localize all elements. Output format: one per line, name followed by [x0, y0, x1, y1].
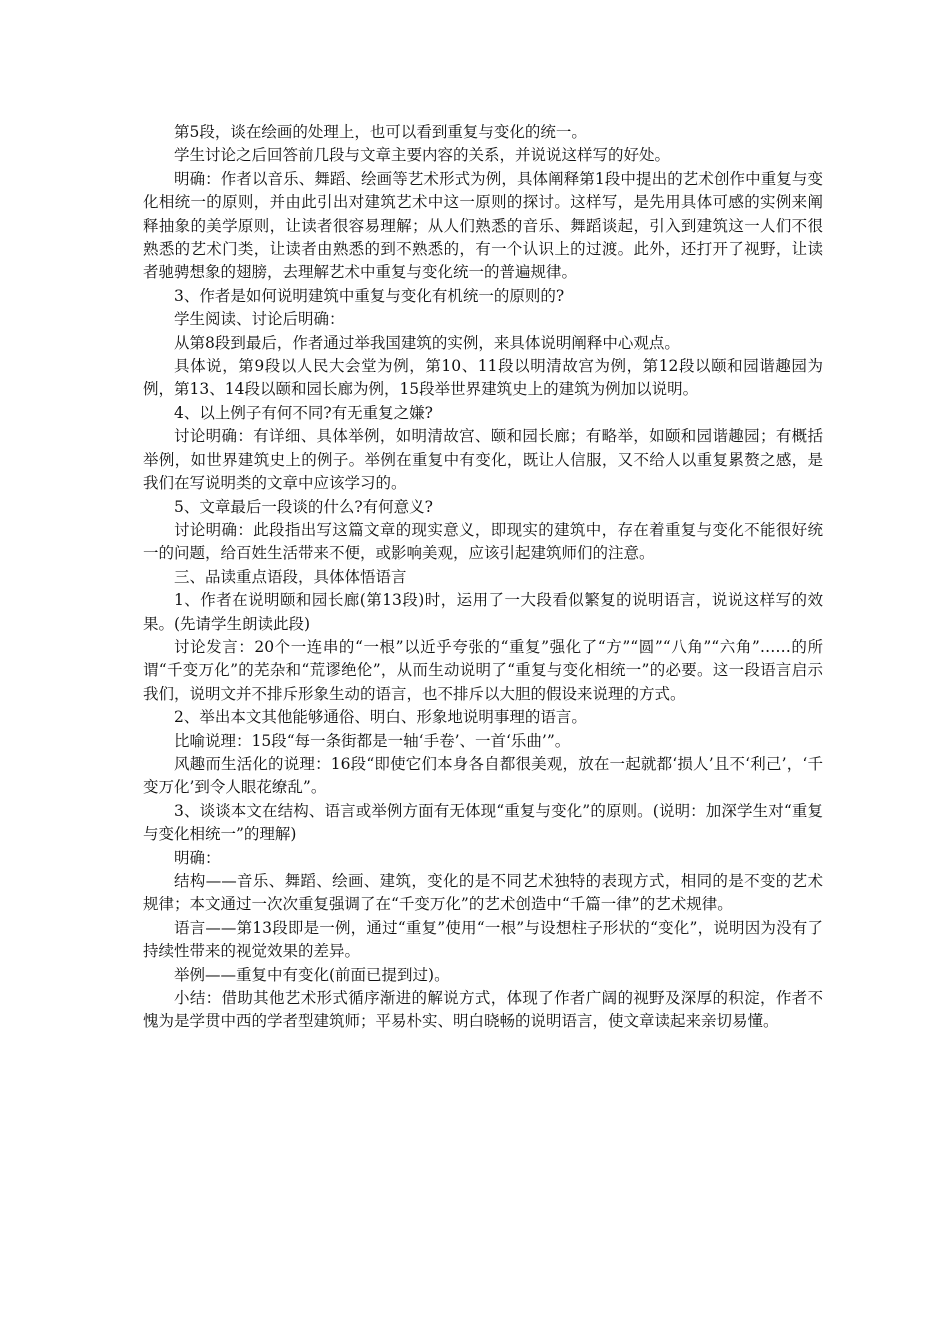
- paragraph: 语言——第13段即是一例，通过“重复”使用“一根”与设想柱子形状的“变化”，说明因为没有了持续性带来的视觉效果的差异。: [143, 918, 823, 961]
- paragraph: 讨论明确：此段指出写这篇文章的现实意义，即现实的建筑中，存在着重复与变化不能很好统一的问题，给百姓生活带来不便，或影响美观，应该引起建筑师们的注意。: [143, 520, 823, 563]
- question-heading: 3、作者是如何说明建筑中重复与变化有机统一的原则的?: [174, 286, 565, 305]
- question-heading: 5、文章最后一段谈的什么?有何意义?: [174, 497, 433, 516]
- paragraph: 风趣而生活化的说理：16段“即使它们本身各自都很美观，放在一起就都‘损人’且不‘利己’，‘千变万化’到令人眼花缭乱”。: [143, 754, 823, 797]
- paragraph: 学生讨论之后回答前几段与文章主要内容的关系，并说说这样写的好处。: [174, 146, 671, 165]
- paragraph: 比喻说理：15段“每一条街都是一轴‘手卷’、一首‘乐曲’”。: [174, 731, 571, 750]
- document-body: [143, 121, 823, 1034]
- paragraph: 讨论明确：有详细、具体举例，如明清故宫、颐和园长廊；有略举，如颐和园谐趣园；有概括举例，如世界建筑史上的例子。举例在重复中有变化，既让人信服，又不给人以重复累赘之感，是我们在写说明类的文章中应该学习的。: [143, 427, 823, 493]
- question-heading: 3、谈谈本文在结构、语言或举例方面有无体现“重复与变化”的原则。(说明：加深学生对“重复与变化相统一”的理解): [143, 801, 823, 844]
- summary-paragraph: 小结：借助其他艺术形式循序渐进的解说方式，体现了作者广阔的视野及深厚的积淀，作者不愧为是学贯中西的学者型建筑师；平易朴实、明白晓畅的说明语言，使文章读起来亲切易懂。: [143, 989, 823, 1031]
- paragraph: 具体说，第9段以人民大会堂为例，第10、11段以明清故宫为例，第12段以颐和园谐趣园为例，第13、14段以颐和园长廊为例，15段举世界建筑史上的建筑为例加以说明。: [143, 357, 823, 399]
- question-heading: 2、举出本文其他能够通俗、明白、形象地说明事理的语言。: [174, 708, 587, 727]
- paragraph: 明确：作者以音乐、舞蹈、绘画等艺术形式为例，具体阐释第1段中提出的艺术创作中重复与变化相统一的原则，并由此引出对建筑艺术中这一原则的探讨。这样写，是先用具体可感的实例来阐释抽象的美学原则，让读者很容易理解；从人们熟悉的音乐、舞蹈谈起，引入到建筑这一人们不很熟悉的艺术门类，让读者由熟悉的到不熟悉的，有一个认识上的过渡。此外，还打开了视野，让读者驰骋想象的翅膀，去理解艺术中重复与变化统一的普遍规律。: [143, 169, 823, 282]
- question-heading: 1、作者在说明颐和园长廊(第13段)时，运用了一大段看似繁复的说明语言，说说这样写的效果。(先请学生朗读此段): [143, 591, 823, 633]
- paragraph: 从第8段到最后，作者通过举我国建筑的实例，来具体说明阐释中心观点。: [174, 333, 680, 352]
- paragraph: 结构——音乐、舞蹈、绘画、建筑，变化的是不同艺术独特的表现方式，相同的是不变的艺术规律；本文通过一次次重复强调了在“千变万化”的艺术创造中“千篇一律”的艺术规律。: [143, 872, 823, 914]
- paragraph: 讨论发言：20个一连串的“一根”以近乎夸张的“重复”强化了“方”“圆”“八角”“六角”……的所谓“千变万化”的芜杂和“荒谬绝伦”，从而生动说明了“重复与变化相统一”的必要。这一段语言启示我们，说明文并不排斥形象生动的语言，也不排斥以大胆的假设来说理的方式。: [143, 637, 823, 703]
- paragraph: 明确：: [174, 848, 221, 867]
- question-heading: 4、以上例子有何不同?有无重复之嫌?: [174, 403, 433, 422]
- paragraph: 第5段，谈在绘画的处理上，也可以看到重复与变化的统一。: [174, 123, 587, 141]
- paragraph: 举例——重复中有变化(前面已提到过)。: [174, 965, 450, 984]
- section-heading: 三、品读重点语段，具体体悟语言: [174, 567, 407, 586]
- paragraph: 学生阅读、讨论后明确：: [174, 310, 345, 329]
